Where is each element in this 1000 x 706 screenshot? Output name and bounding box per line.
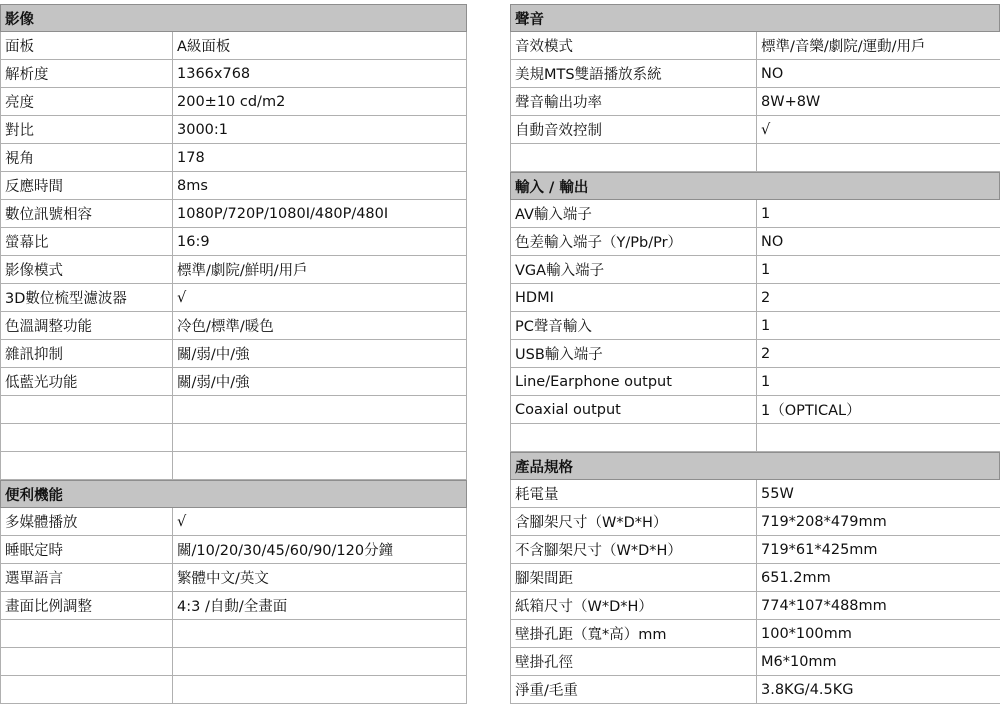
table-row (510, 536, 1000, 564)
spec-label: AV輸入端子 (510, 200, 757, 227)
spec-label: PC聲音輸入 (510, 312, 757, 339)
spec-label: Coaxial output (510, 396, 757, 423)
table-row (510, 144, 1000, 172)
table-row (510, 228, 1000, 256)
table-row (0, 452, 467, 480)
spec-value: 標準/劇院/鮮明/用戶 (173, 256, 467, 283)
table-row (0, 368, 467, 396)
table-row (510, 116, 1000, 144)
table-row (0, 536, 467, 564)
spec-value: √ (173, 508, 467, 535)
spec-value (173, 396, 467, 423)
table-row (0, 228, 467, 256)
table-row (510, 340, 1000, 368)
spec-value: 關/弱/中/強 (173, 340, 467, 367)
table-row (510, 564, 1000, 592)
table-row (510, 32, 1000, 60)
table-row (510, 508, 1000, 536)
table-row (510, 592, 1000, 620)
table-row (510, 284, 1000, 312)
spec-value (173, 620, 467, 647)
spec-value (757, 144, 1000, 171)
table-row (510, 396, 1000, 424)
spec-value: 1 (761, 317, 771, 334)
spec-label (0, 620, 173, 647)
spec-value: √ (173, 284, 467, 311)
spec-label: Line/Earphone output (510, 368, 757, 395)
table-row (510, 256, 1000, 284)
spec-value: A級面板 (173, 32, 467, 59)
spec-value (757, 424, 1000, 451)
spec-value: 8ms (173, 172, 467, 199)
table-row (510, 200, 1000, 228)
spec-label: 解析度 (0, 60, 173, 87)
spec-label: HDMI (510, 284, 757, 311)
spec-label: 色溫調整功能 (0, 312, 173, 339)
table-row (0, 396, 467, 424)
spec-label: 畫面比例調整 (0, 592, 173, 619)
spec-label: 美規MTS雙語播放系統 (510, 60, 757, 87)
table-row (0, 312, 467, 340)
spec-label (510, 424, 757, 451)
spec-label (0, 452, 173, 479)
table-row (0, 424, 467, 452)
spec-label: 對比 (0, 116, 173, 143)
spec-label (0, 396, 173, 423)
spec-label: 含腳架尺寸（W*D*H） (510, 508, 757, 535)
spec-label: 影像模式 (0, 256, 173, 283)
spec-label (0, 648, 173, 675)
table-row (510, 648, 1000, 676)
table-row (510, 620, 1000, 648)
spec-value: 繁體中文/英文 (173, 564, 467, 591)
spec-label: 亮度 (0, 88, 173, 115)
section-header-sound: 聲音 (510, 4, 1000, 32)
spec-value: 1 (761, 373, 771, 390)
spec-value: 標準/音樂/劇院/運動/用戶 (761, 39, 926, 55)
table-row (0, 144, 467, 172)
spec-label: 螢幕比 (0, 228, 173, 255)
spec-value: NO (761, 233, 784, 250)
spec-label: USB輸入端子 (510, 340, 757, 367)
spec-value: 4:3 /自動/全畫面 (173, 592, 467, 619)
spec-label: 耗電量 (510, 480, 757, 507)
right-spec-panel (510, 4, 1000, 704)
spec-label: 視角 (0, 144, 173, 171)
spec-value (173, 424, 467, 451)
left-spec-panel (0, 4, 467, 704)
spec-label (0, 676, 173, 703)
section-header-image: 影像 (0, 4, 467, 32)
table-row (0, 564, 467, 592)
table-row (0, 284, 467, 312)
spec-value: 3.8KG/4.5KG (761, 681, 854, 698)
spec-value (173, 676, 467, 703)
spec-value: 2 (761, 345, 771, 362)
table-row (0, 200, 467, 228)
spec-label: 音效模式 (510, 32, 757, 59)
spec-value: 719*208*479mm (761, 513, 887, 530)
spec-value: 1080P/720P/1080I/480P/480I (173, 200, 467, 227)
spec-value: M6*10mm (761, 653, 837, 670)
spec-value: NO (761, 65, 784, 82)
table-row (0, 648, 467, 676)
section-header-convenience: 便利機能 (0, 480, 467, 508)
spec-value: 16:9 (173, 228, 467, 255)
spec-value: 關/10/20/30/45/60/90/120分鐘 (173, 536, 467, 563)
section-header-spec: 產品規格 (510, 452, 1000, 480)
spec-label: 3D數位梳型濾波器 (0, 284, 173, 311)
spec-label: 反應時間 (0, 172, 173, 199)
spec-value: 1 (761, 205, 771, 222)
spec-label: VGA輸入端子 (510, 256, 757, 283)
spec-value: 774*107*488mm (761, 597, 887, 614)
table-row (0, 676, 467, 704)
spec-label: 多媒體播放 (0, 508, 173, 535)
spec-value: 關/弱/中/強 (173, 368, 467, 395)
table-row (510, 480, 1000, 508)
spec-value (173, 452, 467, 479)
table-row (0, 88, 467, 116)
table-row (510, 368, 1000, 396)
table-row (510, 424, 1000, 452)
spec-value: 178 (173, 144, 467, 171)
spec-value: 200±10 cd/m2 (173, 88, 467, 115)
spec-label: 選單語言 (0, 564, 173, 591)
table-row (0, 508, 467, 536)
spec-value: 2 (761, 289, 771, 306)
spec-value: 1366x768 (173, 60, 467, 87)
section-header-io: 輸入 / 輸出 (510, 172, 1000, 200)
spec-label: 壁掛孔距（寬*高）mm (510, 620, 757, 647)
table-row (0, 340, 467, 368)
spec-label: 不含腳架尺寸（W*D*H） (510, 536, 757, 563)
spec-value: 651.2mm (761, 569, 831, 586)
spec-label: 睡眠定時 (0, 536, 173, 563)
spec-label: 聲音輸出功率 (510, 88, 757, 115)
spec-label (510, 144, 757, 171)
spec-value: 719*61*425mm (761, 541, 878, 558)
spec-label: 低藍光功能 (0, 368, 173, 395)
spec-value: 1 (761, 261, 771, 278)
spec-value: 1（OPTICAL） (761, 403, 861, 419)
table-row (0, 256, 467, 284)
spec-value: 3000:1 (173, 116, 467, 143)
table-row (510, 60, 1000, 88)
spec-label: 壁掛孔徑 (510, 648, 757, 675)
spec-label: 腳架間距 (510, 564, 757, 591)
spec-label: 雜訊抑制 (0, 340, 173, 367)
spec-label (0, 424, 173, 451)
spec-label: 面板 (0, 32, 173, 59)
table-row (0, 592, 467, 620)
spec-value: 冷色/標準/暖色 (173, 312, 467, 339)
table-row (510, 312, 1000, 340)
spec-value: 55W (761, 485, 794, 502)
spec-label: 紙箱尺寸（W*D*H） (510, 592, 757, 619)
table-row (0, 60, 467, 88)
table-row (510, 676, 1000, 704)
spec-label: 自動音效控制 (510, 116, 757, 143)
table-row (0, 172, 467, 200)
spec-value: √ (761, 121, 771, 138)
spec-label: 色差輸入端子（Y/Pb/Pr） (510, 228, 757, 255)
spec-label: 數位訊號相容 (0, 200, 173, 227)
spec-label: 淨重/毛重 (510, 676, 757, 703)
spec-value (173, 648, 467, 675)
table-row (0, 32, 467, 60)
spec-value: 8W+8W (761, 93, 821, 110)
table-row (0, 116, 467, 144)
table-row (0, 620, 467, 648)
table-row (510, 88, 1000, 116)
spec-value: 100*100mm (761, 625, 852, 642)
